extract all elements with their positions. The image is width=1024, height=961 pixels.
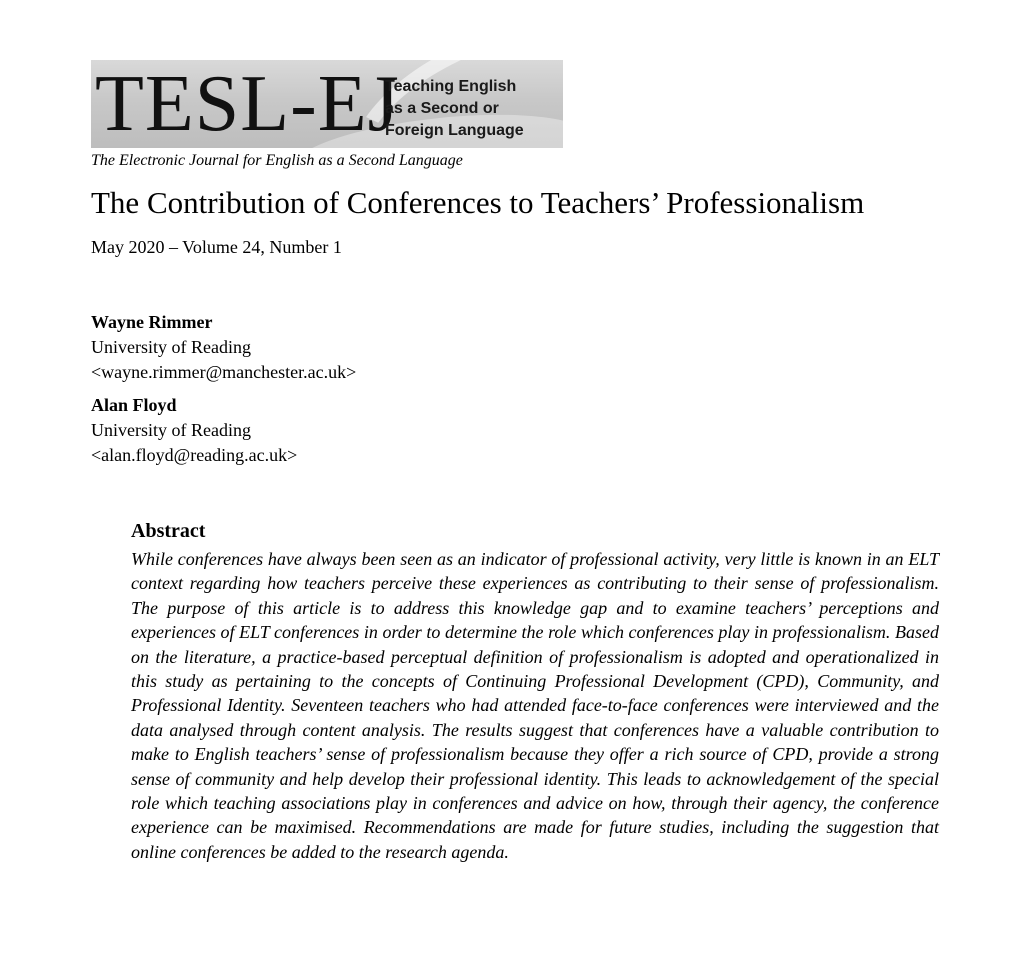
author-block <box>91 310 691 385</box>
journal-tagline-line: Teaching English <box>385 78 517 95</box>
issue-info: May 2020 – Volume 24, Number 1 <box>91 237 342 257</box>
abstract-section <box>131 517 939 864</box>
article-title: The Contribution of Conferences to Teachers’ Professionalism <box>91 185 865 220</box>
journal-subtitle: The Electronic Journal for English as a Second Language <box>91 152 463 169</box>
author-block <box>91 393 691 468</box>
journal-logo-text: TESL-EJ <box>95 60 400 148</box>
author-name: Wayne Rimmer <box>91 312 213 332</box>
abstract-text: While conferences have always been seen as an indicator of professional activity, very little is known in an ELT context regarding how teachers perceive these experiences as contributing to their sense of professionalism. The purpose of this article is to address this knowledge gap and to examine teachers’ perceptions and experiences of ELT conferences in order to determine the role which conferences play in professionalism. Based on the literature, a practice-based perceptual definition of professionalism is adopted and operationalized in this study as pertaining to the concepts of Continuing Professional Development (CPD), Community, and Professional Identity. Seventeen teachers who had attended face-to-face conferences were interviewed and the data analysed through content analysis. The results suggest that conferences have a valuable contribution to make to English teachers’ sense of professionalism because they offer a rich source of CPD, provide a strong sense of community and help develop their professional identity. This leads to acknowledgement of the special role which teaching associations play in conferences and advice on how, through their agency, the conference experience can be maximised. Recommendations are made for future studies, including the suggestion that online conferences be added to the research agenda. <box>131 549 939 862</box>
abstract-heading: Abstract <box>131 520 206 542</box>
author-list <box>91 310 691 476</box>
author-affiliation: University of Reading <box>91 337 251 357</box>
author-name: Alan Floyd <box>91 395 177 415</box>
journal-masthead-banner <box>91 60 563 148</box>
author-email-link[interactable]: <wayne.rimmer@manchester.ac.uk> <box>91 362 357 382</box>
author-email-link[interactable]: <alan.floyd@reading.ac.uk> <box>91 445 298 465</box>
journal-tagline-line: Foreign Language <box>385 122 524 139</box>
journal-tagline <box>385 76 555 142</box>
author-affiliation: University of Reading <box>91 420 251 440</box>
journal-tagline-line: as a Second or <box>385 100 499 117</box>
